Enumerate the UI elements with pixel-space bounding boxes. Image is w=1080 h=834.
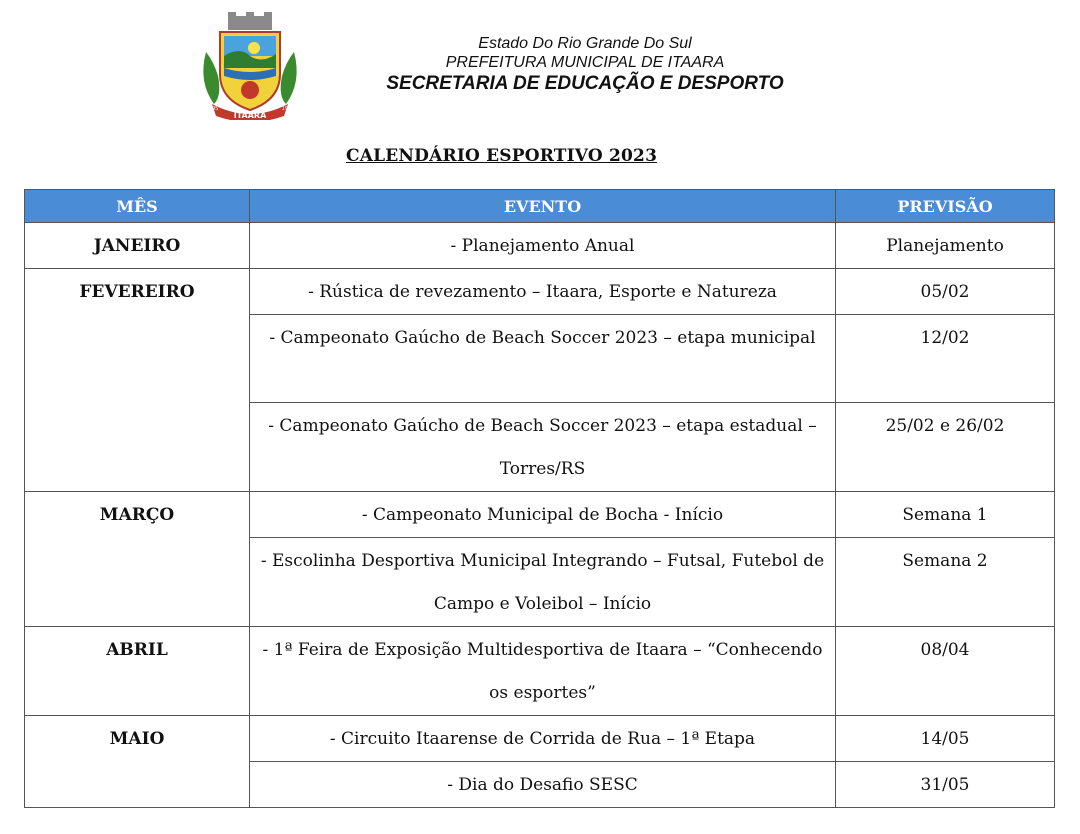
- crest-banner-text: ITAARA: [233, 111, 267, 120]
- month-cell: MARÇO: [25, 492, 250, 538]
- event-cell: - Campeonato Gaúcho de Beach Soccer 2023 – etapa estadual – Torres/RS: [250, 403, 836, 492]
- forecast-cell: Semana 2: [836, 538, 1055, 627]
- forecast-cell: 08/04: [836, 627, 1055, 716]
- table-row: [25, 403, 1055, 492]
- forecast-cell: 12/02: [836, 315, 1055, 403]
- municipal-crest-logo: [192, 12, 308, 120]
- header-month: MÊS: [25, 190, 250, 223]
- forecast-cell: 31/05: [836, 762, 1055, 808]
- table-row: [25, 627, 1055, 716]
- state-name: Estado Do Rio Grande Do Sul: [478, 35, 692, 52]
- municipality-name: PREFEITURA MUNICIPAL DE ITAARA: [445, 54, 725, 71]
- forecast-cell: 05/02: [836, 269, 1055, 315]
- event-cell: - 1ª Feira de Exposição Multidesportiva de Itaara – “Conhecendo os esportes”: [250, 627, 836, 716]
- document-title: CALENDÁRIO ESPORTIVO 2023: [346, 146, 658, 166]
- table-row: [25, 716, 1055, 762]
- forecast-cell: 25/02 e 26/02: [836, 403, 1055, 492]
- month-cell: [25, 315, 250, 403]
- month-cell: [25, 403, 250, 492]
- month-cell: JANEIRO: [25, 223, 250, 269]
- event-cell: - Circuito Itaarense de Corrida de Rua – 1ª Etapa: [250, 716, 836, 762]
- table-row: [25, 492, 1055, 538]
- table-row: [25, 223, 1055, 269]
- event-cell: - Dia do Desafio SESC: [250, 762, 836, 808]
- table-row: [25, 315, 1055, 403]
- event-cell: - Campeonato Gaúcho de Beach Soccer 2023 – etapa municipal: [250, 315, 836, 403]
- table-header-row: [25, 190, 1055, 223]
- month-cell: FEVEREIRO: [25, 269, 250, 315]
- crest-year-right: 1996: [281, 106, 295, 112]
- letterhead: [320, 34, 850, 96]
- table-row: [25, 538, 1055, 627]
- department-name: SECRETARIA DE EDUCAÇÃO E DESPORTO: [386, 73, 784, 94]
- forecast-cell: Semana 1: [836, 492, 1055, 538]
- table-row: [25, 762, 1055, 808]
- table-row: [25, 269, 1055, 315]
- month-cell: ABRIL: [25, 627, 250, 716]
- event-cell: - Campeonato Municipal de Bocha - Início: [250, 492, 836, 538]
- event-cell: - Planejamento Anual: [250, 223, 836, 269]
- month-cell: [25, 538, 250, 627]
- crest-year-left: 1995: [205, 106, 219, 112]
- event-cell: - Rústica de revezamento – Itaara, Esporte e Natureza: [250, 269, 836, 315]
- forecast-cell: Planejamento: [836, 223, 1055, 269]
- month-cell: MAIO: [25, 716, 250, 762]
- header-forecast: PREVISÃO: [836, 190, 1055, 223]
- month-cell: [25, 762, 250, 808]
- forecast-cell: 14/05: [836, 716, 1055, 762]
- event-cell: - Escolinha Desportiva Municipal Integrando – Futsal, Futebol de Campo e Voleibol – Início: [250, 538, 836, 627]
- sports-calendar-table: [24, 189, 1055, 808]
- header-event: EVENTO: [250, 190, 836, 223]
